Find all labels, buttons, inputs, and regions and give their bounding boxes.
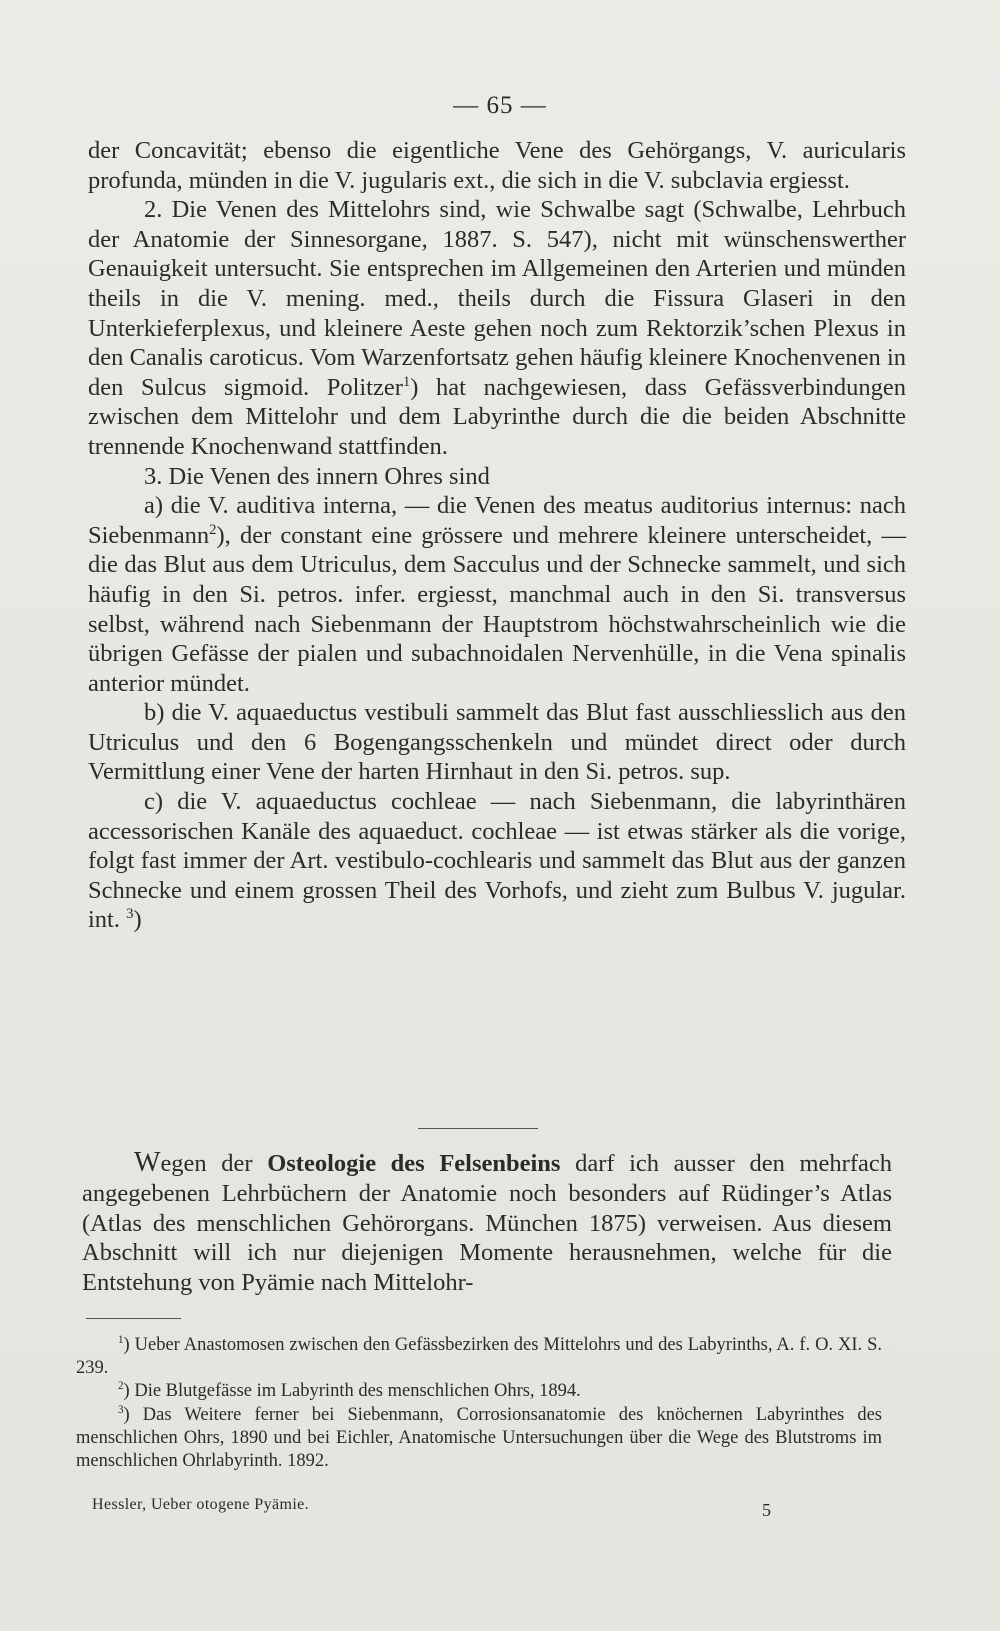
footnote-mark-3: 3	[118, 1403, 124, 1416]
osteologie-rest: darf ich ausser den mehrfach angegebenen Lehrbüchern der Anatomie noch besonders auf Rüdinger’s Atlas (Atlas des menschlichen Gehörorgans. München 1875) verweisen. Aus diesem Abschnitt will ich nur diejenigen Momente herausnehmen, welche für die Entstehung von Pyämie nach Mittelohr-	[82, 1150, 892, 1297]
main-text-block	[88, 136, 906, 935]
footnote-ref-2: 2	[209, 521, 217, 538]
footnote-text-2: ) Die Blutgefässe im Labyrinth des menschlichen Ohrs, 1894.	[123, 1381, 581, 1402]
paragraph-concavitaet: der Concavität; ebenso die eigentliche Vene des Gehörgangs, V. auricularis profunda, münden in die V. jugularis ext., die sich in die V. subclavia ergiesst.	[88, 137, 906, 194]
cochleae-close: )	[133, 906, 142, 934]
footnote-rule	[86, 1318, 181, 1319]
osteologie-paragraph	[82, 1148, 892, 1298]
lead-rest: egen der	[160, 1150, 253, 1177]
footnote-1	[76, 1334, 882, 1380]
footnote-text-1: ) Ueber Anastomosen zwischen den Gefässbezirken des Mittelohrs und des Labyrinths, A. f. O. XI. S. 239.	[76, 1335, 882, 1379]
footnote-text-3: ) Das Weitere ferner bei Siebenmann, Corrosionsanatomie des knöchernen Labyrinthes des menschlichen Ohrs, 1890 und bei Eichler, Anatomische Untersuchungen über die Wege des Blutstroms im menschlichen Ohrlabyrinth. 1892.	[76, 1404, 882, 1472]
paragraph-mittelohr-rest: hat nachgewiesen, dass Gefässverbindungen zwischen dem Mittelohr und dem Labyrinthe durch die die beiden Abschnitte trennende Knochenwand stattfinden.	[88, 373, 906, 460]
bold-phrase: Osteologie des Felsenbeins	[267, 1150, 561, 1177]
footnote-3	[76, 1404, 882, 1474]
running-title: Hessler, Ueber otogene Pyämie.	[92, 1496, 310, 1513]
footnote-2	[76, 1380, 882, 1403]
footnotes-block	[76, 1334, 882, 1473]
paragraph-auditiva-interna	[88, 491, 906, 698]
auditiva-rest: ), der constant eine grössere und mehrere kleinere unterscheidet, — die das Blut aus dem Utriculus, dem Sacculus und der Schnecke sammelt, und sich häufig in den Si. petros. infer. ergiesst, manchmal auch in den Si. transversus selbst, während nach Siebenmann der Hauptstrom höchstwahrscheinlich wie die übrigen Gefässe der pialen und subachnoidalen Nervenhülle, in die Vena spinalis anterior mündet.	[88, 521, 906, 697]
cochleae-text: c) die V. aquaeductus cochleae — nach Siebenmann, die labyrinthären accessorischen Kanäle des aquaeduct. cochleae — ist etwas stärker als die vorige, folgt fast immer der Art. vestibulo-cochlearis und sammelt das Blut aus der ganzen Schnecke und einem grossen Theil des Vorhofs, und zieht zum Bulbus V. jugular. int.	[88, 788, 906, 934]
paragraph-innern-ohres: 3. Die Venen des innern Ohres sind	[144, 462, 490, 490]
section-divider	[418, 1128, 538, 1129]
paragraph-mittelohr-venen: 2. Die Venen des Mittelohrs sind, wie Schwalbe sagt (Schwalbe, Lehrbuch der Anatomie der Sinnesorgane, 1887. S. 547), nicht mit wünschenswerther Genauigkeit untersucht. Sie entsprechen im Allgemeinen den Arterien und münden theils in die V. mening. med., theils durch die Fissura Glaseri in den Unterkieferplexus, und kleinere Aeste gehen noch zum Rektorzik’schen Plexus in den Canalis caroticus. Vom Warzenfortsatz gehen häufig kleinere Knochenvenen in den Sulcus sigmoid. Politzer$^1$) hat nachgewiesen, dass Gefässverbindungen zwischen dem Mittelohr und dem Labyrinthe durch die die beiden Abschnitte trennende Knochenwand stattfinden.	[88, 196, 906, 460]
auditiva-text: a) die V. auditiva interna, — die Venen des meatus auditorius internus: nach Siebenmann	[88, 492, 906, 549]
lead-letter: W	[134, 1147, 161, 1178]
footnote-mark-2: 2	[118, 1380, 124, 1393]
footnote-ref-1: 1	[402, 373, 411, 390]
page-number: — 65 —	[453, 92, 547, 119]
paragraph-aquaeductus-cochleae	[88, 787, 906, 935]
signature-mark: 5	[762, 1500, 771, 1520]
paragraph-mittelohr-text: 2. Die Venen des Mittelohrs sind, wie Schwalbe sagt (Schwalbe, Lehrbuch der Anatomie der Sinnesorgane, 1887. S. 547), nicht mit wünschenswerther Genauigkeit untersucht. Sie entsprechen im Allgemeinen den Arterien und münden theils in die V. mening. med., theils durch die Fissura Glaseri in den Unterkieferplexus, und kleinere Aeste gehen noch zum Rektorzik’schen Plexus in den Canalis caroticus. Vom Warzenfortsatz gehen häufig kleinere Knochenvenen in den Sulcus sigmoid. Politzer	[88, 196, 906, 401]
paragraph-aquaeductus-vestibuli: b) die V. aquaeductus vestibuli sammelt das Blut fast ausschliesslich aus den Utriculus und den 6 Bogengangsschenkeln und mündet direct oder durch Vermittlung einer Vene der harten Hirnhaut in den Si. petros. sup.	[88, 699, 906, 786]
footnote-ref-3: 3	[126, 906, 134, 923]
osteologie-text	[82, 1148, 892, 1298]
footnote-mark-1: 1	[118, 1333, 124, 1346]
